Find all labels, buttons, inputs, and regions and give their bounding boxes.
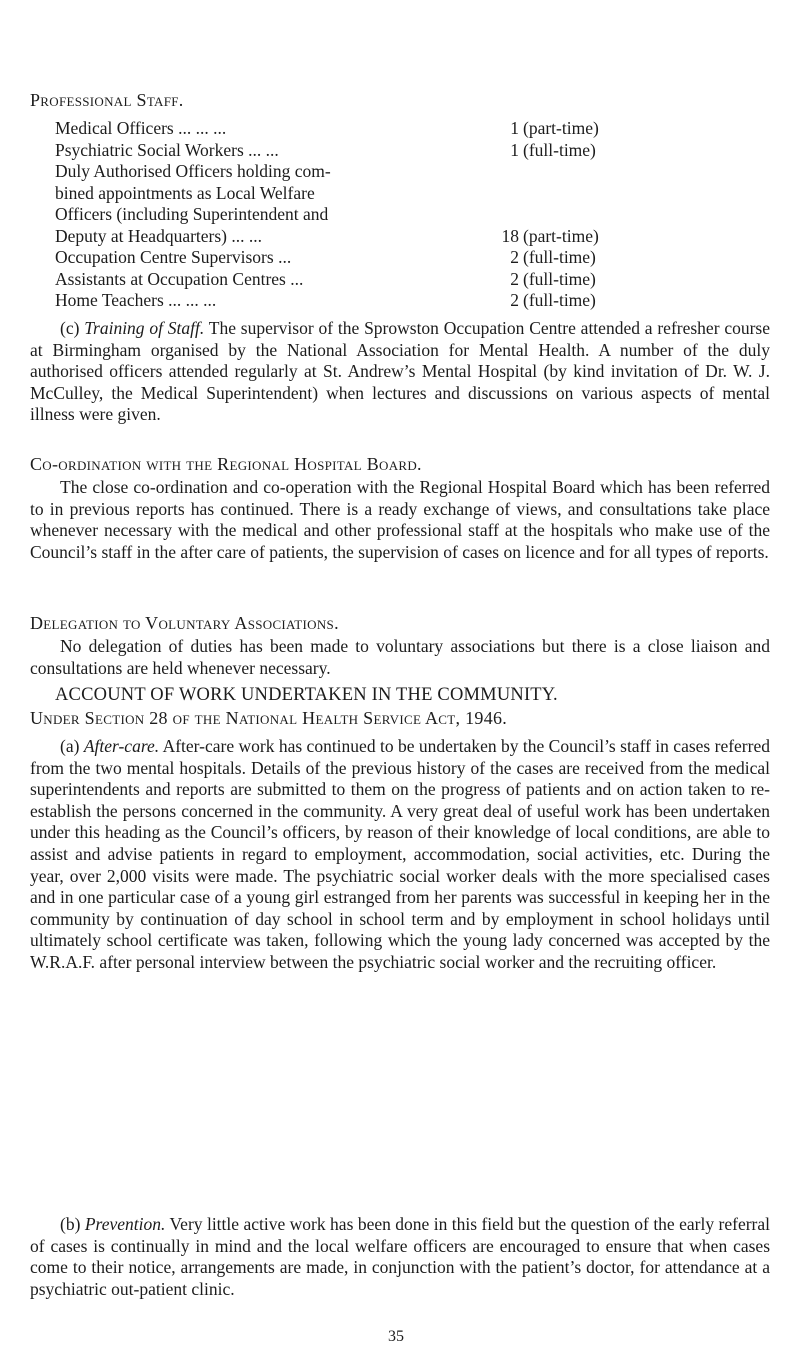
- staff-count: 18: [501, 225, 519, 246]
- staff-basis: (part-time): [523, 118, 599, 138]
- staff-role: Psychiatric Social Workers ... ...: [55, 139, 279, 160]
- delegation-paragraph: No delegation of duties has been made to voluntary associations but there is a close liaison and consultations are held whenever necessary.: [30, 636, 770, 678]
- staff-role: Occupation Centre Supervisors ...: [55, 247, 292, 267]
- training-label: (c): [60, 318, 80, 338]
- staff-count: 2: [510, 247, 519, 267]
- staff-table: [55, 118, 715, 312]
- delegation-heading: Delegation to Voluntary Associations.: [30, 613, 339, 633]
- staff-row: [55, 247, 715, 269]
- staff-count: 1: [510, 139, 519, 160]
- staff-role: Medical Officers ... ... ...: [55, 118, 227, 138]
- training-paragraph: [30, 318, 770, 426]
- staff-basis: (full-time): [523, 139, 596, 160]
- staff-basis: (part-time): [523, 225, 599, 246]
- prevention-title: Prevention.: [84, 1214, 166, 1234]
- staff-role: Officers (including Superintendent and: [55, 204, 329, 224]
- training-text: The supervisor of the Sprowston Occupation Centre attended a refresher course at Birmingham organised by the National Association for Mental Health. A number of the duly authorised officers attended regularly at St. Andrew’s Mental Hospital (by kind invitation of Dr. W. J. McCulley, the Medical Superintendent) when lectures and discussions on various aspects of mental illness were given.: [30, 318, 771, 425]
- staff-row: [55, 290, 715, 312]
- staff-count: 2: [510, 290, 519, 310]
- staff-row: [55, 183, 715, 205]
- staff-role: Duly Authorised Officers holding com-: [55, 161, 331, 181]
- staff-role: bined appointments as Local Welfare: [55, 182, 315, 203]
- professional-staff-heading: Professional Staff.: [30, 90, 184, 110]
- staff-basis: (full-time): [523, 247, 596, 267]
- staff-row: [55, 161, 715, 183]
- account-subtitle: Under Section 28 of the National Health Service Act, 1946.: [30, 708, 508, 728]
- after-care-title: After-care.: [83, 736, 160, 756]
- staff-row: [55, 204, 715, 226]
- after-care-text: After-care work has continued to be undertaken by the Council’s staff in cases referred from the two mental hospitals. Details of the previous history of the cases are received from the medical superintendents and reports are submitted to them on the progress of patients and on action taken to re-establish the persons concerned in the community. A very great deal of useful work has been undertaken under this heading as the Council’s officers, by reason of their knowledge of local conditions, are able to assist and advise patients in regard to employment, accommodation, social activities, etc. During the year, over 2,000 visits were made. The psychiatric social worker deals with the more specialised cases and in one particular case of a young girl estranged from her parents was successful in keeping her in the community by continuation of day school in school term and by employment in school holidays until ultimately school certificate was taken, following which the young lady concerned was accepted by the W.R.A.F. after personal interview between the psychiatric social worker and the recruiting officer.: [30, 736, 770, 972]
- after-care-paragraph: [30, 736, 770, 974]
- staff-row: [55, 118, 715, 140]
- staff-role: Assistants at Occupation Centres ...: [55, 268, 304, 289]
- staff-basis: (full-time): [523, 290, 596, 310]
- prevention-label: (b): [60, 1214, 81, 1234]
- staff-count: 2: [510, 268, 519, 289]
- prevention-text: Very little active work has been done in this field but the question of the early referral of cases is continually in mind and the local welfare officers are encouraged to ensure that when cases come to their notice, arrangements are made, in conjunction with the patient’s doctor, for attendance at a psychiatric out-patient clinic.: [30, 1214, 771, 1299]
- after-care-label: (a): [60, 736, 80, 756]
- coordination-paragraph: The close co-ordination and co-operation with the Regional Hospital Board which has been referred to in previous reports has continued. There is a ready exchange of views, and consultations take place whenever necessary with the medical and other professional staff at the hospitals who make use of the Council’s staff in the after care of patients, the supervision of cases on licence and for all types of reports.: [30, 477, 770, 562]
- account-title: ACCOUNT OF WORK UNDERTAKEN IN THE COMMUNITY.: [55, 685, 558, 705]
- coordination-heading: Co-ordination with the Regional Hospital Board.: [30, 454, 422, 474]
- prevention-paragraph: [30, 1214, 770, 1300]
- training-title: Training of Staff.: [84, 318, 205, 338]
- staff-row: [55, 269, 715, 291]
- staff-role: Home Teachers ... ... ...: [55, 290, 217, 310]
- staff-row: [55, 226, 715, 248]
- staff-role: Deputy at Headquarters) ... ...: [55, 225, 263, 246]
- staff-count: 1: [510, 118, 519, 138]
- page-number: 35: [388, 1328, 404, 1345]
- staff-row: [55, 140, 715, 162]
- staff-basis: (full-time): [523, 268, 596, 289]
